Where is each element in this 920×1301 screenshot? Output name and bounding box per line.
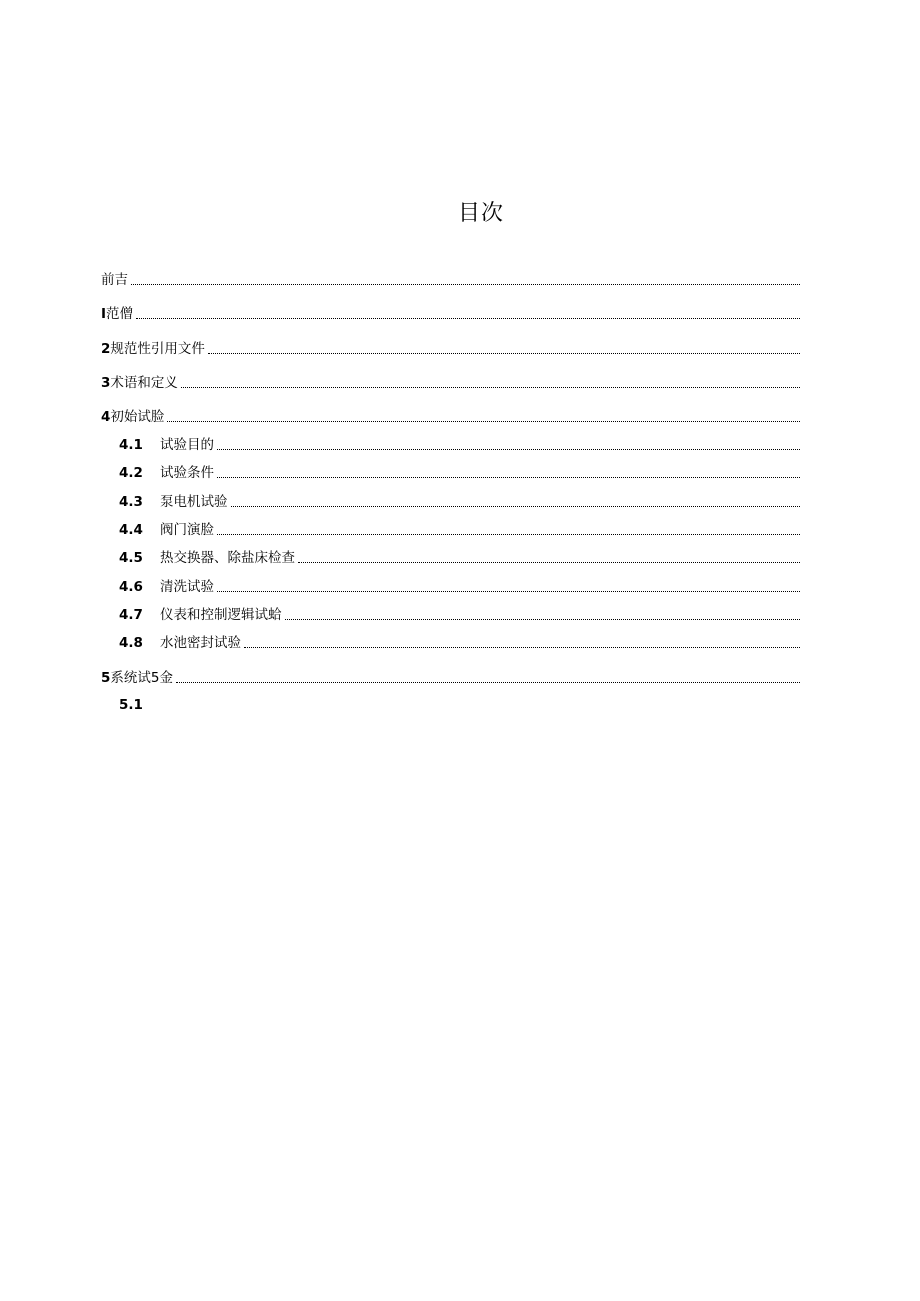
toc-entry-4-8[interactable] [101,633,800,653]
toc-entry-4[interactable] [101,407,800,427]
dot-leader [231,506,801,507]
toc-entry-number: 4.8 [119,635,143,651]
toc-entry-number: 4 [101,409,111,425]
toc-entry-label: 系统试5金 [110,670,173,686]
toc-entry-4-4[interactable] [101,520,800,540]
toc-entry-4-3[interactable] [101,492,800,512]
toc-entry-3[interactable] [101,373,800,393]
toc-entry-label: 范僧 [106,306,134,322]
toc-entry-number: 4.5 [119,550,143,566]
toc-entry-5[interactable] [101,668,800,688]
toc-entry-label: 试验目的 [160,437,214,453]
dot-leader [217,591,800,592]
toc-entry-label: 前吉 [101,272,128,288]
toc-entry-number: 4.2 [119,465,143,481]
toc-entry-preface[interactable] [101,270,800,290]
dot-leader [131,284,800,285]
toc-entry-label: 试验条件 [160,465,214,481]
toc-entry-number: I [101,306,107,322]
toc-entry-number: 3 [101,375,111,391]
toc-entry-label: 仪表和控制逻辑试蛤 [160,607,282,623]
dot-leader [244,647,800,648]
toc-entry-5-1[interactable] [101,695,800,715]
toc-entry-label: 规范性引用文件 [110,341,205,357]
toc-entry-4-2[interactable] [101,463,800,483]
toc-entry-number: 4.3 [119,494,143,510]
toc-entry-4-6[interactable] [101,577,800,597]
dot-leader [176,682,800,683]
toc-entry-4-5[interactable] [101,548,800,568]
page-title: 目次 [457,201,504,226]
toc-entry-number: 4.4 [119,522,143,538]
toc-entry-label: 热交换器、除盐床检查 [160,550,295,566]
dot-leader [217,449,800,450]
toc-entry-1[interactable] [101,304,800,324]
dot-leader [208,353,800,354]
toc-entry-number: 4.7 [119,607,143,623]
toc-entry-number: 4.6 [119,579,143,595]
toc-entry-label: 术语和定义 [110,375,178,391]
toc-entry-label: 清洗试验 [160,579,214,595]
toc-entry-label: 泵电机试验 [160,494,228,510]
toc-entry-number: 2 [101,341,111,357]
toc-entry-label: 水池密封试验 [160,635,241,651]
dot-leader [181,387,800,388]
dot-leader [217,477,800,478]
dot-leader [217,534,800,535]
dot-leader [167,421,800,422]
toc-entry-number: 5 [101,670,111,686]
dot-leader [136,318,800,319]
toc-entry-2[interactable] [101,339,800,359]
dot-leader [298,562,800,563]
toc-entry-number: 5.1 [119,697,143,713]
toc-entry-label: 阀门演脸 [160,522,214,538]
toc-entry-4-1[interactable] [101,435,800,455]
toc-entry-4-7[interactable] [101,605,800,625]
toc-entry-label: 初始试脸 [110,409,165,425]
dot-leader [285,619,801,620]
toc-entry-number: 4.1 [119,437,143,453]
